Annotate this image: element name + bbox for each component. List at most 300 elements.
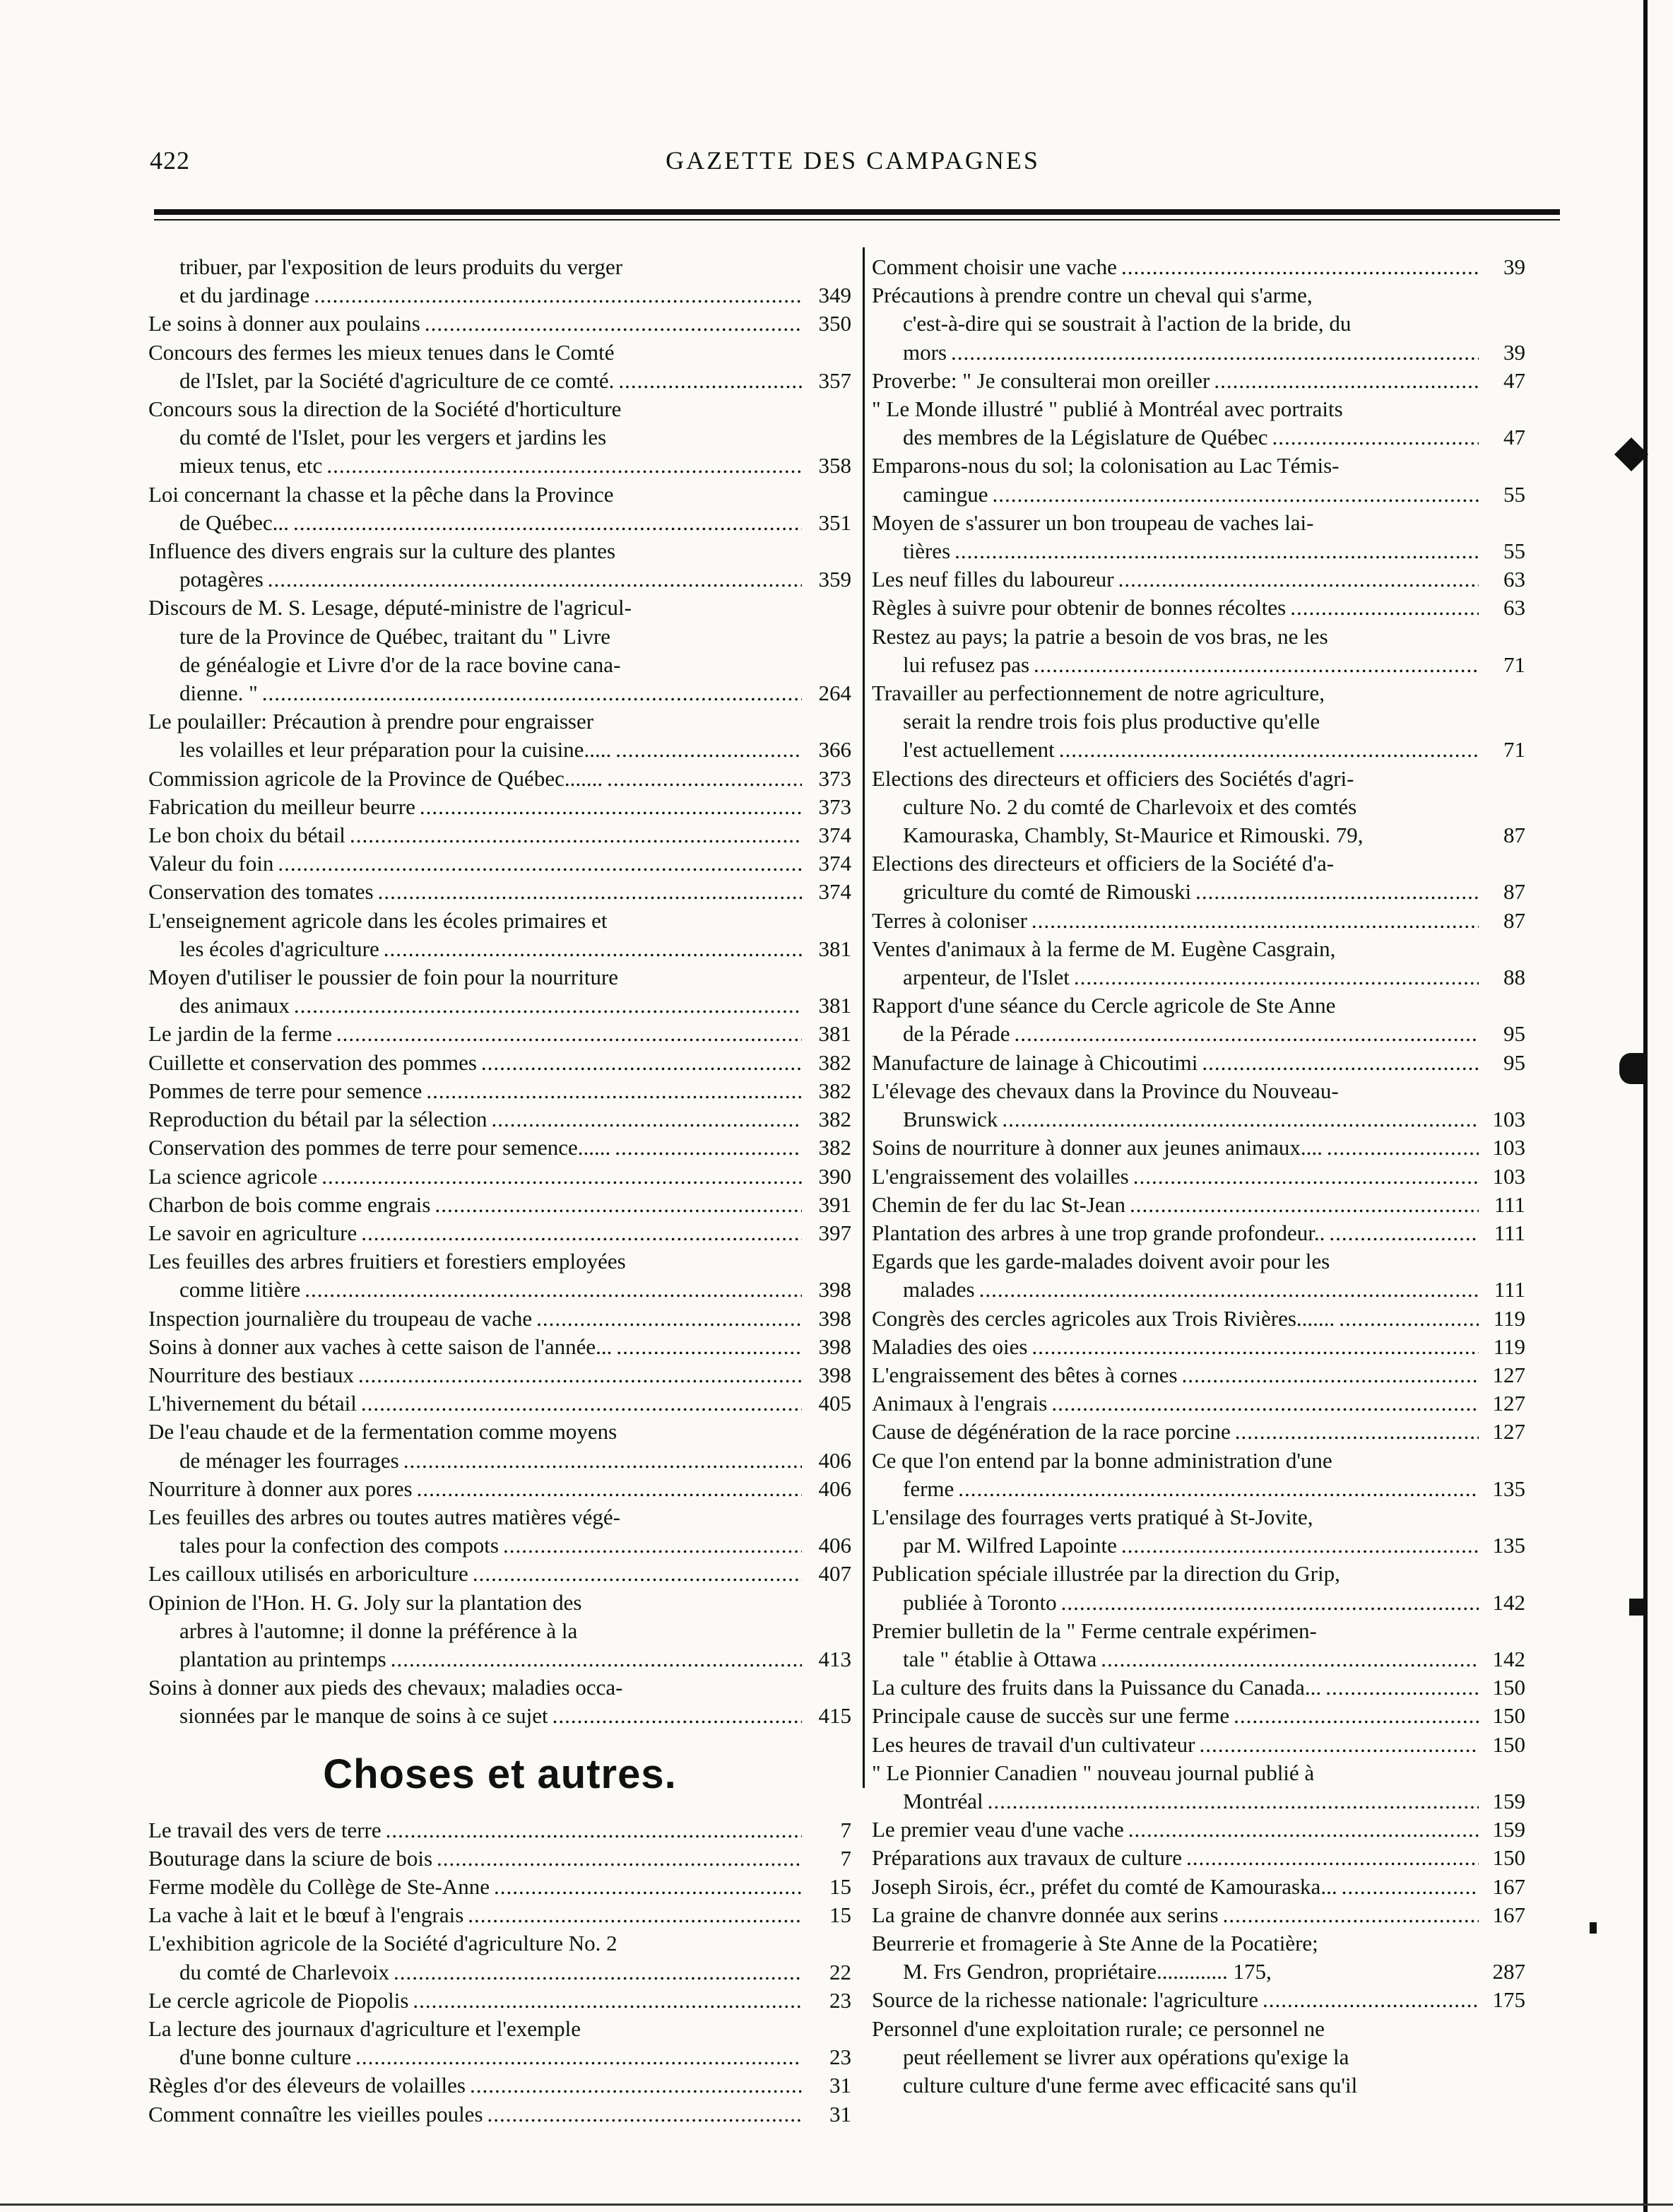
dot-leader [1214, 367, 1479, 395]
entry-text: des animaux [179, 993, 290, 1018]
page-ref: 142 [1492, 1646, 1525, 1671]
entry-text: ferme [903, 1476, 954, 1501]
page-ref: 406 [818, 1533, 851, 1558]
entry-text: Brunswick [903, 1107, 998, 1132]
dot-leader [494, 1873, 802, 1901]
entry-text: de généalogie et Livre d'or de la race bovine cana- [179, 652, 621, 677]
index-entry [872, 1219, 1525, 1247]
entry-text: les volailles et leur préparation pour la cuisine..... [179, 737, 612, 763]
dot-leader [1031, 907, 1479, 935]
entry-text: La vache à lait et le bœuf à l'engrais [148, 1902, 464, 1928]
index-entry [872, 1560, 1525, 1616]
index-entry [148, 821, 851, 849]
dot-leader [413, 1987, 802, 2015]
page-ref: 382 [818, 1135, 851, 1160]
index-entry [148, 707, 851, 764]
dot-leader [321, 1163, 802, 1191]
index-entry [148, 395, 851, 481]
entry-text: Nourriture à donner aux pores [148, 1476, 413, 1501]
entry-text: l'est actuellement [903, 737, 1055, 763]
entry-text: Le soins à donner aux poulains [148, 311, 420, 336]
entry-text: tières [903, 539, 951, 564]
page-ref: 119 [1493, 1305, 1525, 1331]
dot-leader [1059, 736, 1479, 764]
entry-text: Les feuilles des arbres ou toutes autres matières végé- [148, 1504, 620, 1529]
entry-text: Le cercle agricole de Piopolis [148, 1987, 409, 2013]
dot-leader [426, 1077, 802, 1105]
index-entry [872, 1929, 1525, 1986]
entry-text: Soins à donner aux pieds des chevaux; maladies occa- [148, 1675, 623, 1700]
entry-text: Restez au pays; la patrie a besoin de vos bras, ne les [872, 623, 1328, 649]
dot-leader [503, 1531, 802, 1560]
entry-text: Reproduction du bétail par la sélection [148, 1107, 487, 1132]
entry-text: Publication spéciale illustrée par la direction du Grip, [872, 1561, 1340, 1587]
dot-leader [1202, 1049, 1479, 1077]
index-entry [872, 935, 1525, 992]
dot-leader [1234, 1702, 1479, 1730]
page-ref: 87 [1503, 823, 1525, 848]
entry-text: de ménager les fourrages [179, 1447, 399, 1473]
index-entry [872, 1844, 1525, 1872]
entry-text: Premier bulletin de la " Ferme centrale expérimen- [872, 1618, 1317, 1643]
index-entry [148, 2100, 851, 2129]
entry-text: lui refusez pas [903, 652, 1030, 677]
page-ref: 366 [818, 737, 851, 763]
entry-text: ture de la Province de Québec, traitant du " Livre [179, 623, 611, 649]
dot-leader [1014, 1020, 1479, 1048]
entry-text: Les heures de travail d'un cultivateur [872, 1731, 1195, 1757]
entry-text: Les cailloux utilisés en arboriculture [148, 1561, 468, 1587]
entry-text: culture No. 2 du comté de Charlevoix et des comtés [903, 794, 1357, 819]
entry-text: tribuer, par l'exposition de leurs produits du verger [179, 254, 623, 279]
page-ref: 111 [1494, 1192, 1525, 1217]
entry-text: Personnel d'une exploitation rurale; ce personnel ne [872, 2016, 1325, 2041]
entry-text: Commission agricole de la Province de Québec....... [148, 765, 603, 791]
entry-text: L'enseignement agricole dans les écoles primaires et [148, 907, 608, 933]
page-ref: 47 [1503, 367, 1525, 393]
entry-text: camingue [903, 481, 988, 507]
index-entry [148, 1361, 851, 1389]
entry-text: Maladies des oies [872, 1334, 1028, 1359]
index-list-right [872, 253, 1525, 2100]
index-entry [148, 339, 851, 395]
entry-text: Elections des directeurs et officiers des Sociétés d'agri- [872, 765, 1354, 791]
entry-text: Ce que l'on entend par la bonne administration d'une [872, 1447, 1332, 1473]
dot-leader [1002, 1105, 1479, 1134]
page-ref: 175 [1492, 1987, 1525, 2013]
index-entry [872, 1673, 1525, 1702]
dot-leader [1290, 594, 1479, 622]
entry-text: " Le Monde illustré " publié à Montréal avec portraits [872, 396, 1343, 422]
dot-leader [417, 1475, 802, 1503]
entry-text: Préparations aux travaux de culture [872, 1845, 1182, 1871]
entry-text: c'est-à-dire qui se soustrait à l'action de la bride, du [903, 311, 1352, 336]
entry-text: Concours des fermes les mieux tenues dans le Comté [148, 339, 615, 365]
page-ref: 127 [1492, 1391, 1525, 1416]
dot-leader [384, 935, 802, 963]
entry-text: des membres de la Législature de Québec [903, 425, 1268, 450]
page-ref: 406 [818, 1447, 851, 1473]
entry-text: Précautions à prendre contre un cheval qui s'arme, [872, 283, 1313, 308]
page-ref: 7 [840, 1845, 851, 1871]
dot-leader [958, 1475, 1479, 1503]
dot-leader [487, 2100, 802, 2129]
dot-leader [336, 1020, 802, 1048]
dot-leader [278, 849, 802, 878]
entry-text: Le premier veau d'une vache [872, 1817, 1124, 1842]
index-entry [148, 1929, 851, 1986]
page-ref: 103 [1492, 1163, 1525, 1189]
entry-text: Elections des directeurs et officiers de la Société d'a- [872, 851, 1335, 876]
entry-text: d'une bonne culture [179, 2045, 352, 2070]
index-entry [872, 1873, 1525, 1901]
entry-text: La lecture des journaux d'agriculture et l'exemple [148, 2016, 581, 2041]
entry-text: sionnées par le manque de soins à ce sujet [179, 1703, 548, 1729]
index-entry [148, 1475, 851, 1503]
entry-text: dienne. " [179, 681, 258, 706]
index-entry [148, 537, 851, 594]
entry-text: Le poulailler: Précaution à prendre pour engraisser [148, 709, 594, 734]
page-ref: 39 [1503, 254, 1525, 279]
index-entry [872, 1247, 1525, 1304]
page-ref: 382 [818, 1078, 851, 1103]
page-ref: 103 [1492, 1107, 1525, 1132]
entry-text: Concours sous la direction de la Société d'horticulture [148, 396, 622, 422]
header-rule [154, 209, 1560, 215]
dot-leader [1121, 253, 1479, 281]
dot-leader [1121, 1531, 1479, 1560]
index-entry [148, 907, 851, 963]
dot-leader [1182, 1361, 1479, 1389]
page-ref: 150 [1492, 1845, 1525, 1871]
page-ref: 23 [829, 1987, 851, 2013]
page-ref: 55 [1503, 481, 1525, 507]
entry-text: Opinion de l'Hon. H. G. Joly sur la plantation des [148, 1589, 582, 1615]
dot-leader [391, 1645, 802, 1673]
entry-text: L'ensilage des fourrages verts pratiqué à St-Jovite, [872, 1504, 1313, 1529]
dot-leader [358, 1361, 802, 1389]
dot-leader [473, 1560, 802, 1588]
page-ref: 406 [818, 1476, 851, 1501]
dot-leader [1223, 1901, 1479, 1929]
index-entry [872, 594, 1525, 622]
index-entry [872, 1503, 1525, 1560]
index-entry [872, 1389, 1525, 1418]
page-ref: 167 [1492, 1873, 1525, 1899]
entry-text: Montréal [903, 1788, 983, 1813]
entry-text: Terres à coloniser [872, 907, 1027, 933]
page-ref: 382 [818, 1107, 851, 1132]
page-ref: 150 [1492, 1703, 1525, 1729]
entry-text: Le travail des vers de terre [148, 1817, 382, 1842]
entry-text: mors [903, 339, 947, 365]
page-ref: 15 [829, 1902, 851, 1928]
index-entry [872, 1163, 1525, 1191]
page-ref: 357 [818, 367, 851, 393]
page-ref: 87 [1503, 879, 1525, 905]
entry-text: peut réellement se livrer aux opérations qu'exige la [903, 2044, 1349, 2069]
dot-leader [979, 1276, 1479, 1304]
index-entry [148, 1873, 851, 1901]
dot-leader [615, 1134, 802, 1162]
entry-text: arpenteur, de l'Islet [903, 965, 1070, 990]
dot-leader [350, 821, 802, 849]
dot-leader [492, 1105, 803, 1134]
entry-text: tales pour la confection des compots [179, 1533, 499, 1558]
page-ref: 415 [818, 1703, 851, 1729]
section-title: Choses et autres. [323, 1751, 677, 1797]
entry-text: Plantation des arbres à une trop grande profondeur.. [872, 1220, 1325, 1245]
dot-leader [1263, 1986, 1479, 2014]
page-ref: 119 [1493, 1334, 1525, 1359]
entry-text: La graine de chanvre donnée aux serins [872, 1902, 1219, 1927]
header-rule-thin [154, 219, 1560, 220]
right-column [872, 253, 1525, 2100]
index-entry [148, 1901, 851, 1929]
dot-leader [1034, 651, 1479, 679]
page-ref: 63 [1503, 595, 1525, 620]
index-entry [148, 594, 851, 707]
dot-leader [1133, 1163, 1479, 1191]
index-entry [148, 1418, 851, 1474]
entry-text: Principale cause de succès sur une ferme [872, 1703, 1230, 1729]
page-ref: 31 [829, 2101, 851, 2126]
page-ref: 15 [829, 1873, 851, 1899]
page-ref: 374 [818, 879, 851, 905]
page-ref: 398 [818, 1305, 851, 1331]
dot-leader [420, 793, 802, 821]
index-entry [872, 1361, 1525, 1389]
dot-leader [607, 765, 802, 793]
dot-leader [1200, 1731, 1479, 1759]
entry-text: Inspection journalière du troupeau de vache [148, 1305, 533, 1331]
page-ref: 31 [829, 2073, 851, 2098]
index-entry [872, 281, 1525, 367]
dot-leader [361, 1389, 802, 1418]
page-ref: 405 [818, 1391, 851, 1416]
entry-text: De l'eau chaude et de la fermentation comme moyens [148, 1419, 617, 1445]
index-list-left [148, 253, 851, 1731]
entry-text: Influence des divers engrais sur la culture des plantes [148, 539, 616, 564]
dot-leader [355, 2043, 802, 2071]
entry-text: par M. Wilfred Lapointe [903, 1533, 1117, 1558]
dot-leader [1074, 963, 1479, 992]
entry-text: mieux tenus, etc [179, 453, 323, 478]
dot-leader [305, 1276, 802, 1304]
dot-leader [993, 481, 1479, 509]
entry-text: serait la rendre trois fois plus productive qu'elle [903, 709, 1320, 734]
index-entry [872, 1759, 1525, 1816]
index-entry [872, 1077, 1525, 1134]
index-entry [148, 1247, 851, 1304]
index-entry [872, 253, 1525, 281]
entry-text: Chemin de fer du lac St-Jean [872, 1192, 1125, 1217]
page-ref: 351 [818, 510, 851, 535]
page-ref: 398 [818, 1277, 851, 1302]
page-ref: 373 [818, 794, 851, 819]
dot-leader [1130, 1191, 1479, 1219]
dot-leader [1339, 1305, 1479, 1333]
entry-text: L'hivernement du bétail [148, 1391, 357, 1416]
dot-leader [326, 452, 802, 480]
index-entry [148, 1077, 851, 1105]
entry-text: Le bon choix du bétail [148, 823, 345, 848]
index-entry [872, 452, 1525, 508]
entry-text: Proverbe: " Je consulterai mon oreiller [872, 367, 1210, 393]
entry-text: culture culture d'une ferme avec efficacité sans qu'il [903, 2073, 1358, 2098]
entry-text: Conservation des pommes de terre pour semence...... [148, 1135, 611, 1160]
page-ref: 87 [1503, 907, 1525, 933]
index-entry [148, 1333, 851, 1361]
index-entry [148, 481, 851, 537]
entry-text: Fabrication du meilleur beurre [148, 794, 415, 819]
index-entry [872, 1305, 1525, 1333]
entry-text: Joseph Sirois, écr., préfet du comté de Kamouraska... [872, 1873, 1337, 1899]
page-ref: 382 [818, 1049, 851, 1075]
page-ref: 391 [818, 1192, 851, 1217]
entry-text: les écoles d'agriculture [179, 936, 379, 961]
left-column [148, 253, 851, 2129]
entry-text: plantation au printemps [179, 1646, 386, 1671]
entry-text: Source de la richesse nationale: l'agriculture [872, 1987, 1258, 2013]
page-ref: 398 [818, 1334, 851, 1359]
index-entry [148, 1105, 851, 1134]
index-entry [148, 1389, 851, 1418]
dot-leader [1342, 1873, 1479, 1901]
index-entry [148, 1845, 851, 1873]
dot-leader [268, 565, 802, 594]
page-ref: 350 [818, 311, 851, 336]
entry-text: publiée à Toronto [903, 1589, 1057, 1615]
entry-text: Ferme modèle du Collège de Ste-Anne [148, 1873, 490, 1899]
dot-leader [314, 281, 802, 310]
index-entry [872, 765, 1525, 850]
page-ref: 39 [1503, 339, 1525, 365]
index-list-choses [148, 1816, 851, 2129]
index-entry [872, 679, 1525, 765]
index-entry [872, 1333, 1525, 1361]
page-ref: 413 [818, 1646, 851, 1671]
page-ref: 142 [1492, 1589, 1525, 1615]
page-ref: 71 [1503, 652, 1525, 677]
entry-text: L'exhibition agricole de la Société d'agriculture No. 2 [148, 1931, 617, 1956]
page-ref: 95 [1503, 1021, 1525, 1047]
page-ref: 71 [1503, 737, 1525, 763]
page-ref: 135 [1492, 1476, 1525, 1501]
page-ref: 407 [818, 1561, 851, 1587]
dot-leader [481, 1049, 802, 1077]
dot-leader [434, 1191, 802, 1219]
entry-text: La science agricole [148, 1163, 318, 1189]
entry-text: Comment choisir une vache [872, 254, 1117, 279]
entry-text: Les neuf filles du laboureur [872, 567, 1114, 592]
page-ref: 127 [1492, 1362, 1525, 1387]
index-entry [148, 2071, 851, 2100]
entry-text: La culture des fruits dans la Puissance du Canada... [872, 1675, 1322, 1700]
page-ref: 111 [1494, 1220, 1525, 1245]
dot-leader [470, 2071, 802, 2100]
dot-leader [1272, 423, 1479, 452]
index-entry [148, 1503, 851, 1560]
dot-leader [988, 1787, 1479, 1816]
page-ref: 264 [818, 681, 851, 706]
dot-leader [552, 1702, 802, 1730]
entry-text: Beurrerie et fromagerie à Ste Anne de la Pocatière; [872, 1930, 1318, 1955]
page-ref: 373 [818, 765, 851, 791]
dot-leader [437, 1845, 802, 1873]
entry-text: Règles à suivre pour obtenir de bonnes récoltes [872, 595, 1287, 620]
index-entry [872, 992, 1525, 1048]
entry-text: Moyen de s'assurer un bon troupeau de vaches lai- [872, 510, 1314, 535]
page-ref: 381 [818, 1021, 851, 1047]
dot-leader [951, 339, 1479, 367]
page-ref: 359 [818, 567, 851, 592]
index-entry [872, 849, 1525, 906]
index-entry [148, 1191, 851, 1219]
entry-text: Comment connaître les vieilles poules [148, 2101, 483, 2126]
index-entry [148, 2015, 851, 2071]
index-entry [148, 1816, 851, 1845]
dot-leader [1235, 1418, 1479, 1446]
entry-text: Manufacture de lainage à Chicoutimi [872, 1049, 1198, 1075]
entry-text: L'élevage des chevaux dans la Province du Nouveau- [872, 1078, 1339, 1103]
index-entry [148, 1560, 851, 1588]
index-entry [148, 253, 851, 310]
index-entry [148, 310, 851, 338]
page-edge [1643, 0, 1648, 2212]
index-entry [872, 1134, 1525, 1162]
page-ref: 47 [1503, 425, 1525, 450]
entry-text: Pommes de terre pour semence [148, 1078, 422, 1103]
entry-text: Règles d'or des éleveurs de volailles [148, 2073, 466, 2098]
index-entry [872, 565, 1525, 594]
index-entry [148, 793, 851, 821]
dot-leader [386, 1816, 802, 1845]
page-header [150, 146, 1556, 181]
entry-text: Egards que les garde-malades doivent avoir pour les [872, 1249, 1330, 1274]
entry-text: Emparons-nous du sol; la colonisation au Lac Témis- [872, 453, 1340, 478]
dot-leader [293, 509, 802, 537]
page-ref: 159 [1492, 1788, 1525, 1813]
page-ref: 381 [818, 936, 851, 961]
index-entry [148, 1589, 851, 1674]
entry-text: Cause de dégénération de la race porcine [872, 1419, 1231, 1445]
index-entry [148, 1673, 851, 1730]
page-ref: 358 [818, 453, 851, 478]
entry-text: Valeur du foin [148, 851, 274, 876]
entry-text: M. Frs Gendron, propriétaire............. 175, [903, 1959, 1272, 1984]
index-entry [872, 1816, 1525, 1844]
entry-text: Rapport d'une séance du Cercle agricole de Ste Anne [872, 993, 1336, 1018]
index-entry [148, 1049, 851, 1077]
entry-text: Moyen d'utiliser le poussier de foin pour la nourriture [148, 965, 619, 990]
entry-text: tale " établie à Ottawa [903, 1646, 1097, 1671]
index-entry [148, 1305, 851, 1333]
entry-text: Bouturage dans la sciure de bois [148, 1845, 433, 1871]
dot-leader [361, 1219, 802, 1247]
dot-leader [1031, 1333, 1479, 1361]
dot-leader [1051, 1389, 1479, 1418]
entry-text: " Le Pionnier Canadien " nouveau journal publié à [872, 1760, 1315, 1785]
index-entry [872, 1986, 1525, 2014]
dot-leader [394, 1958, 802, 1987]
entry-text: Congrès des cercles agricoles aux Trois Rivières....... [872, 1305, 1335, 1331]
page-ref: 397 [818, 1220, 851, 1245]
entry-text: Nourriture des bestiaux [148, 1362, 354, 1387]
index-entry [872, 1617, 1525, 1673]
entry-text: et du jardinage [179, 283, 310, 308]
dot-leader [618, 367, 802, 395]
